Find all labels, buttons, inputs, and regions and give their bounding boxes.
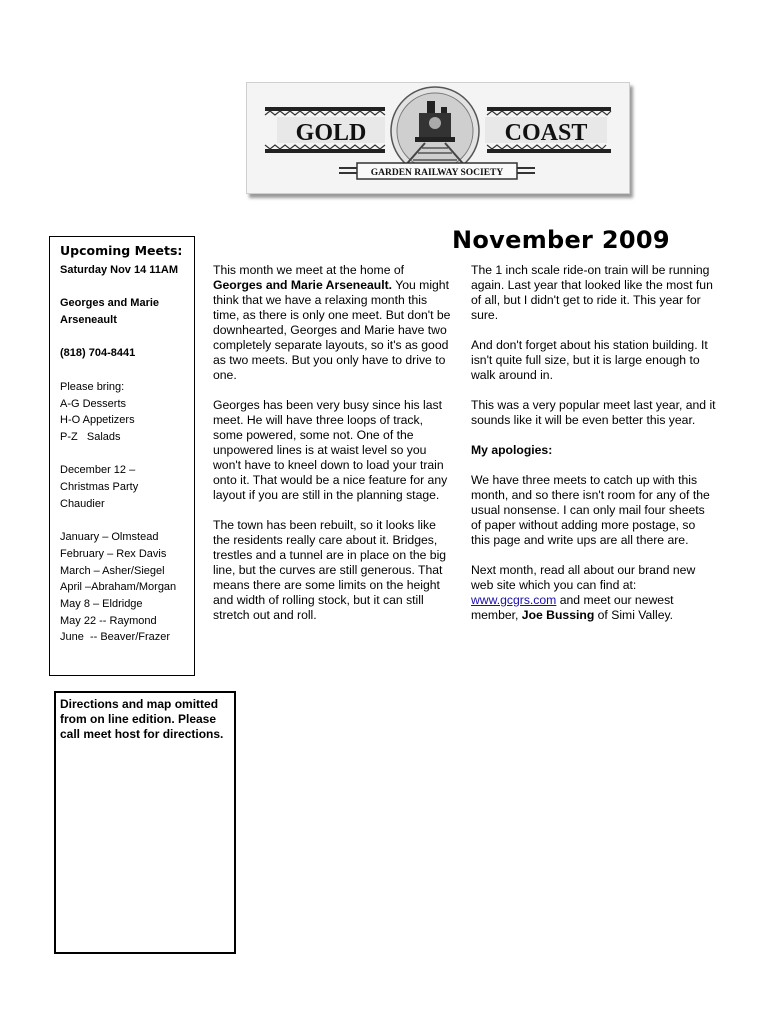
right-paragraph-3: This was a very popular meet last year, and it sounds like it will be even better this year. (471, 398, 716, 427)
middle-paragraph-3: The town has been rebuilt, so it looks like the residents really care about it. Bridges, trestles and a tunnel are in place on the big line, but the curves are still generous. That means there are some limits on the height and width of rolling stock, but it can still stretch out and roll. (213, 518, 447, 622)
host-names-bold: Georges and Marie Arseneault. (213, 278, 393, 292)
bring-label: Please bring: (60, 380, 125, 393)
december-meet-line: Christmas Party (60, 481, 139, 494)
host-name-line2: Arseneault (60, 314, 117, 327)
right-paragraph-5: Next month, read all about our brand new web site which you can find at: www.gcgrs.com and meet our newest member, Joe Bussing of Simi Valley. (471, 563, 696, 622)
schedule-item: June -- Beaver/Frazer (60, 631, 171, 644)
issue-title: November 2009 (452, 226, 670, 254)
right-paragraph-2: And don't forget about his station building. It isn't quite full size, but it is large enough to walk around in. (471, 338, 708, 382)
logo-subtitle: GARDEN RAILWAY SOCIETY (370, 168, 504, 178)
logo-word-gold: GOLD (295, 120, 367, 146)
schedule-item: February – Rex Davis (60, 547, 167, 560)
right-paragraph-1: The 1 inch scale ride-on train will be running again. Last year that looked like the most fun of all, but I didn't get to ride it. This year for sure. (471, 263, 713, 322)
meet-date: Saturday Nov 14 11AM (60, 264, 178, 276)
locomotive-emblem-icon (247, 83, 629, 193)
website-link[interactable]: www.gcgrs.com (471, 593, 557, 607)
bring-item: A-G Desserts (60, 397, 127, 410)
right-column (471, 263, 716, 638)
bring-item: H-O Appetizers (60, 414, 135, 427)
directions-note: Directions and map omitted from on line edition. Please call meet host for directions. (60, 697, 224, 741)
december-meet-line: December 12 – (60, 464, 136, 477)
directions-box (54, 691, 236, 954)
apologies-heading: My apologies: (471, 443, 553, 457)
december-meet-line: Chaudier (60, 497, 105, 510)
schedule-item: April –Abraham/Morgan (60, 581, 177, 594)
gold-coast-logo (246, 82, 630, 194)
new-member-name: Joe Bussing (521, 608, 595, 622)
schedule-item: May 8 – Eldridge (60, 597, 143, 610)
logo-word-coast: COAST (504, 120, 588, 146)
host-name-line1: Georges and Marie (60, 297, 160, 310)
host-phone: (818) 704-8441 (60, 347, 136, 360)
middle-paragraph-2: Georges has been very busy since his last meet. He will have three loops of track, some powered, some not. One of the unpowered lines is at waist level so you won't have to kneel down to load your train onto it. That would be a nice feature for any layout if you are still in the planning stage. (213, 398, 448, 502)
sidebar-heading: Upcoming Meets: (60, 243, 183, 258)
schedule-item: March – Asher/Siegel (60, 564, 165, 577)
middle-paragraph-1: This month we meet at the home of Georges and Marie Arseneault. You might think that we have a relaxing month this time, as there is only one meet. But don't be downhearted, Georges and Marie have two completely separate layouts, so it's as good as two meets. But you only have to drive to one. (213, 263, 451, 382)
schedule-item: May 22 -- Raymond (60, 614, 157, 627)
middle-column (213, 263, 453, 638)
right-paragraph-4: We have three meets to catch up with this month, and so there isn't room for any of the usual nonsense. I can only mail four sheets of paper without adding more postage, so this page and write ups are all there are. (471, 473, 710, 547)
bring-item: P-Z Salads (60, 430, 121, 443)
upcoming-meets-sidebar (49, 236, 195, 676)
schedule-item: January – Olmstead (60, 531, 159, 544)
